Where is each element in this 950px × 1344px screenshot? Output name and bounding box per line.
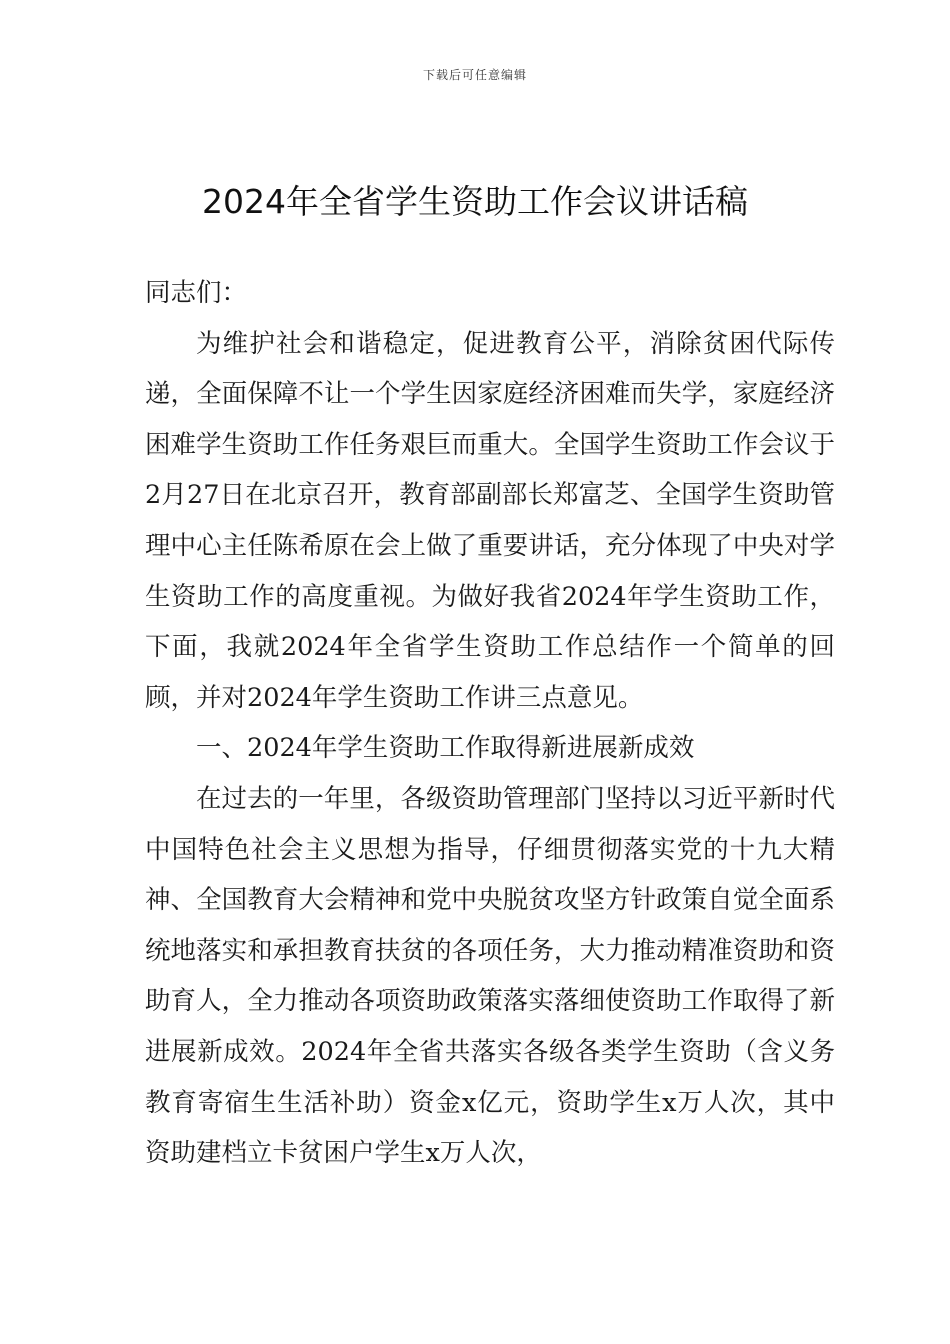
document-title: 2024年全省学生资助工作会议讲话稿 [202, 182, 748, 221]
paragraph-intro: 为维护社会和谐稳定，促进教育公平，消除贫困代际传递，全面保障不让一个学生因家庭经济困难而失学，家庭经济困难学生资助工作任务艰巨而重大。全国学生资助工作会议于2月27日在北京召开，教育部副部长郑富芝、全国学生资助管理中心主任陈希原在会上做了重要讲话，充分体现了中央对学生资助工作的高度重视。为做好我省2024年学生资助工作，下面，我就2024年全省学生资助工作总结作一个简单的回顾，并对2024年学生资助工作讲三点意见。 [145, 328, 835, 713]
salutation: 同志们： [145, 278, 248, 308]
document-body [145, 268, 835, 1179]
header-note: 下载后可任意编辑 [422, 68, 527, 82]
section-heading-1: 一、2024年学生资助工作取得新进展新成效 [196, 733, 695, 764]
paragraph-section1: 在过去的一年里，各级资助管理部门坚持以习近平新时代中国特色社会主义思想为指导，仔细贯彻落实党的十九大精神、全国教育大会精神和党中央脱贫攻坚方针政策自觉全面系统地落实和承担教育扶贫的各项任务，大力推动精准资助和资助育人，全力推动各项资助政策落实落细使资助工作取得了新进展新成效。2024年全省共落实各级各类学生资助（含义务教育寄宿生生活补助）资金x亿元，资助学生x万人次，其中资助建档立卡贫困户学生x万人次， [145, 783, 835, 1169]
